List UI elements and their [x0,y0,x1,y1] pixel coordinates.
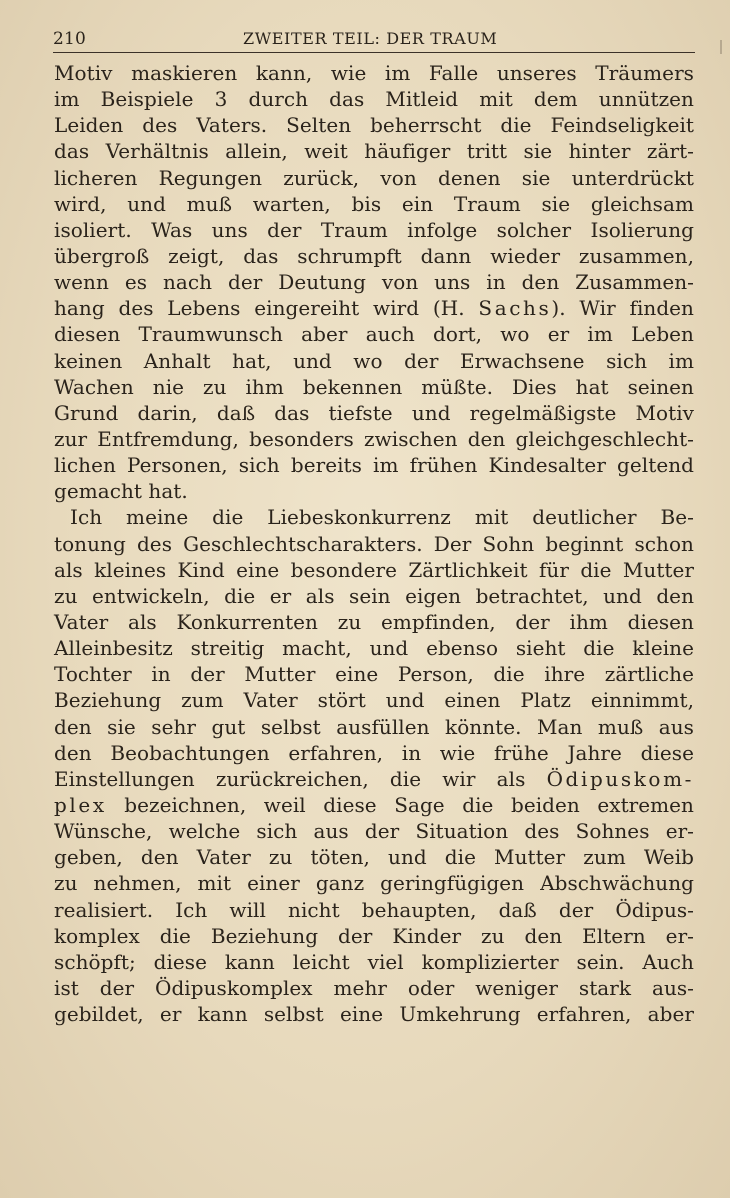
text-line: Wünsche, welche sich aus der Situation des Sohnes er- [54,819,694,844]
text-line-end: ). Wir finden [551,296,694,321]
text-line: gebildet, er kann selbst eine Umkehrung erfahren, aber [54,1002,694,1027]
text-line: geben, den Vater zu töten, und die Mutter zum Weib [54,845,694,870]
text-line: diesen Traumwunsch aber auch dort, wo er im Leben [54,322,694,347]
text-line: komplex die Beziehung der Kinder zu den Eltern er- [54,923,694,948]
text-line: Motiv maskieren kann, wie im Falle unseres Träumers [54,61,694,85]
text-line: Leiden des Vaters. Selten beherrscht die Feindseligkeit [54,113,694,138]
text-line: zu entwickeln, die er als sein eigen betrachtet, und den [54,583,694,608]
text-line: im Beispiele 3 durch das Mitleid mit dem unnützen [54,87,694,112]
text-line: Tochter in der Mutter eine Person, die ihre zärtliche [54,662,694,687]
text-line: lichen Personen, sich bereits im frühen Kindesalter geltend [54,453,694,478]
text-line: das Verhältnis allein, weit häufiger tritt sie hinter zärt- [54,139,694,164]
text-line: schöpft; diese kann leicht viel komplizierter sein. Auch [54,949,694,974]
text-line: wenn es nach der Deutung von uns in den Zusammen- [54,270,694,295]
body-text [54,60,694,1027]
text-line: Ich meine die Liebeskonkurrenz mit deutlicher Be- [70,505,694,530]
text-line: Wachen nie zu ihm bekennen müßte. Dies hat seinen [54,374,694,399]
text-line-start: hang des Lebens eingereiht wird (H. [54,296,465,321]
page-header [53,28,695,53]
text-line: ist der Ödipuskomplex mehr oder weniger stark aus- [54,975,694,1000]
text-line: wird, und muß warten, bis ein Traum sie gleichsam [54,191,694,216]
running-head: ZWEITER TEIL: DER TRAUM [243,29,498,48]
page-number: 210 [53,29,87,49]
text-line: zur Entfremdung, besonders zwischen den gleichgeschlecht- [54,426,694,451]
text-line: Beziehung zum Vater stört und einen Platz einnimmt, [54,688,694,713]
spaced-name: Sachs [478,296,552,321]
text-line [54,792,694,818]
text-line-start: Einstellungen zurückreichen, die wir als [54,766,526,791]
spaced-term: Ödipuskom- [546,766,694,791]
text-line: übergroß zeigt, das schrumpft dann wieder zusammen, [54,243,694,268]
text-line: als kleines Kind eine besondere Zärtlichkeit für die Mutter [54,557,694,582]
text-line: Grund darin, daß das tiefste und regelmäßigste Motiv [54,400,694,425]
spaced-term: plex [54,792,107,817]
text-line: keinen Anhalt hat, und wo der Erwachsene sich im [54,348,694,373]
text-line: licheren Regungen zurück, von denen sie unterdrückt [54,165,694,190]
text-line-end: bezeichnen, weil diese Sage die beiden extremen [124,792,694,817]
text-line [54,295,694,321]
text-line: isoliert. Was uns der Traum infolge solcher Isolierung [54,217,694,242]
text-line: Vater als Konkurrenten zu empfinden, der ihm diesen [54,609,694,634]
page-edge-mark [720,40,722,54]
text-line: Alleinbesitz streitig macht, und ebenso sieht die kleine [54,636,694,661]
text-line: realisiert. Ich will nicht behaupten, daß der Ödipus- [54,897,694,922]
text-line: den sie sehr gut selbst ausfüllen könnte. Man muß aus [54,714,694,739]
text-line [54,766,694,792]
text-line: gemacht hat. [54,479,188,504]
text-line: tonung des Geschlechtscharakters. Der Sohn beginnt schon [54,531,694,556]
text-line: den Beobachtungen erfahren, in wie frühe Jahre diese [54,740,694,765]
text-line: zu nehmen, mit einer ganz geringfügigen Abschwächung [54,871,694,896]
